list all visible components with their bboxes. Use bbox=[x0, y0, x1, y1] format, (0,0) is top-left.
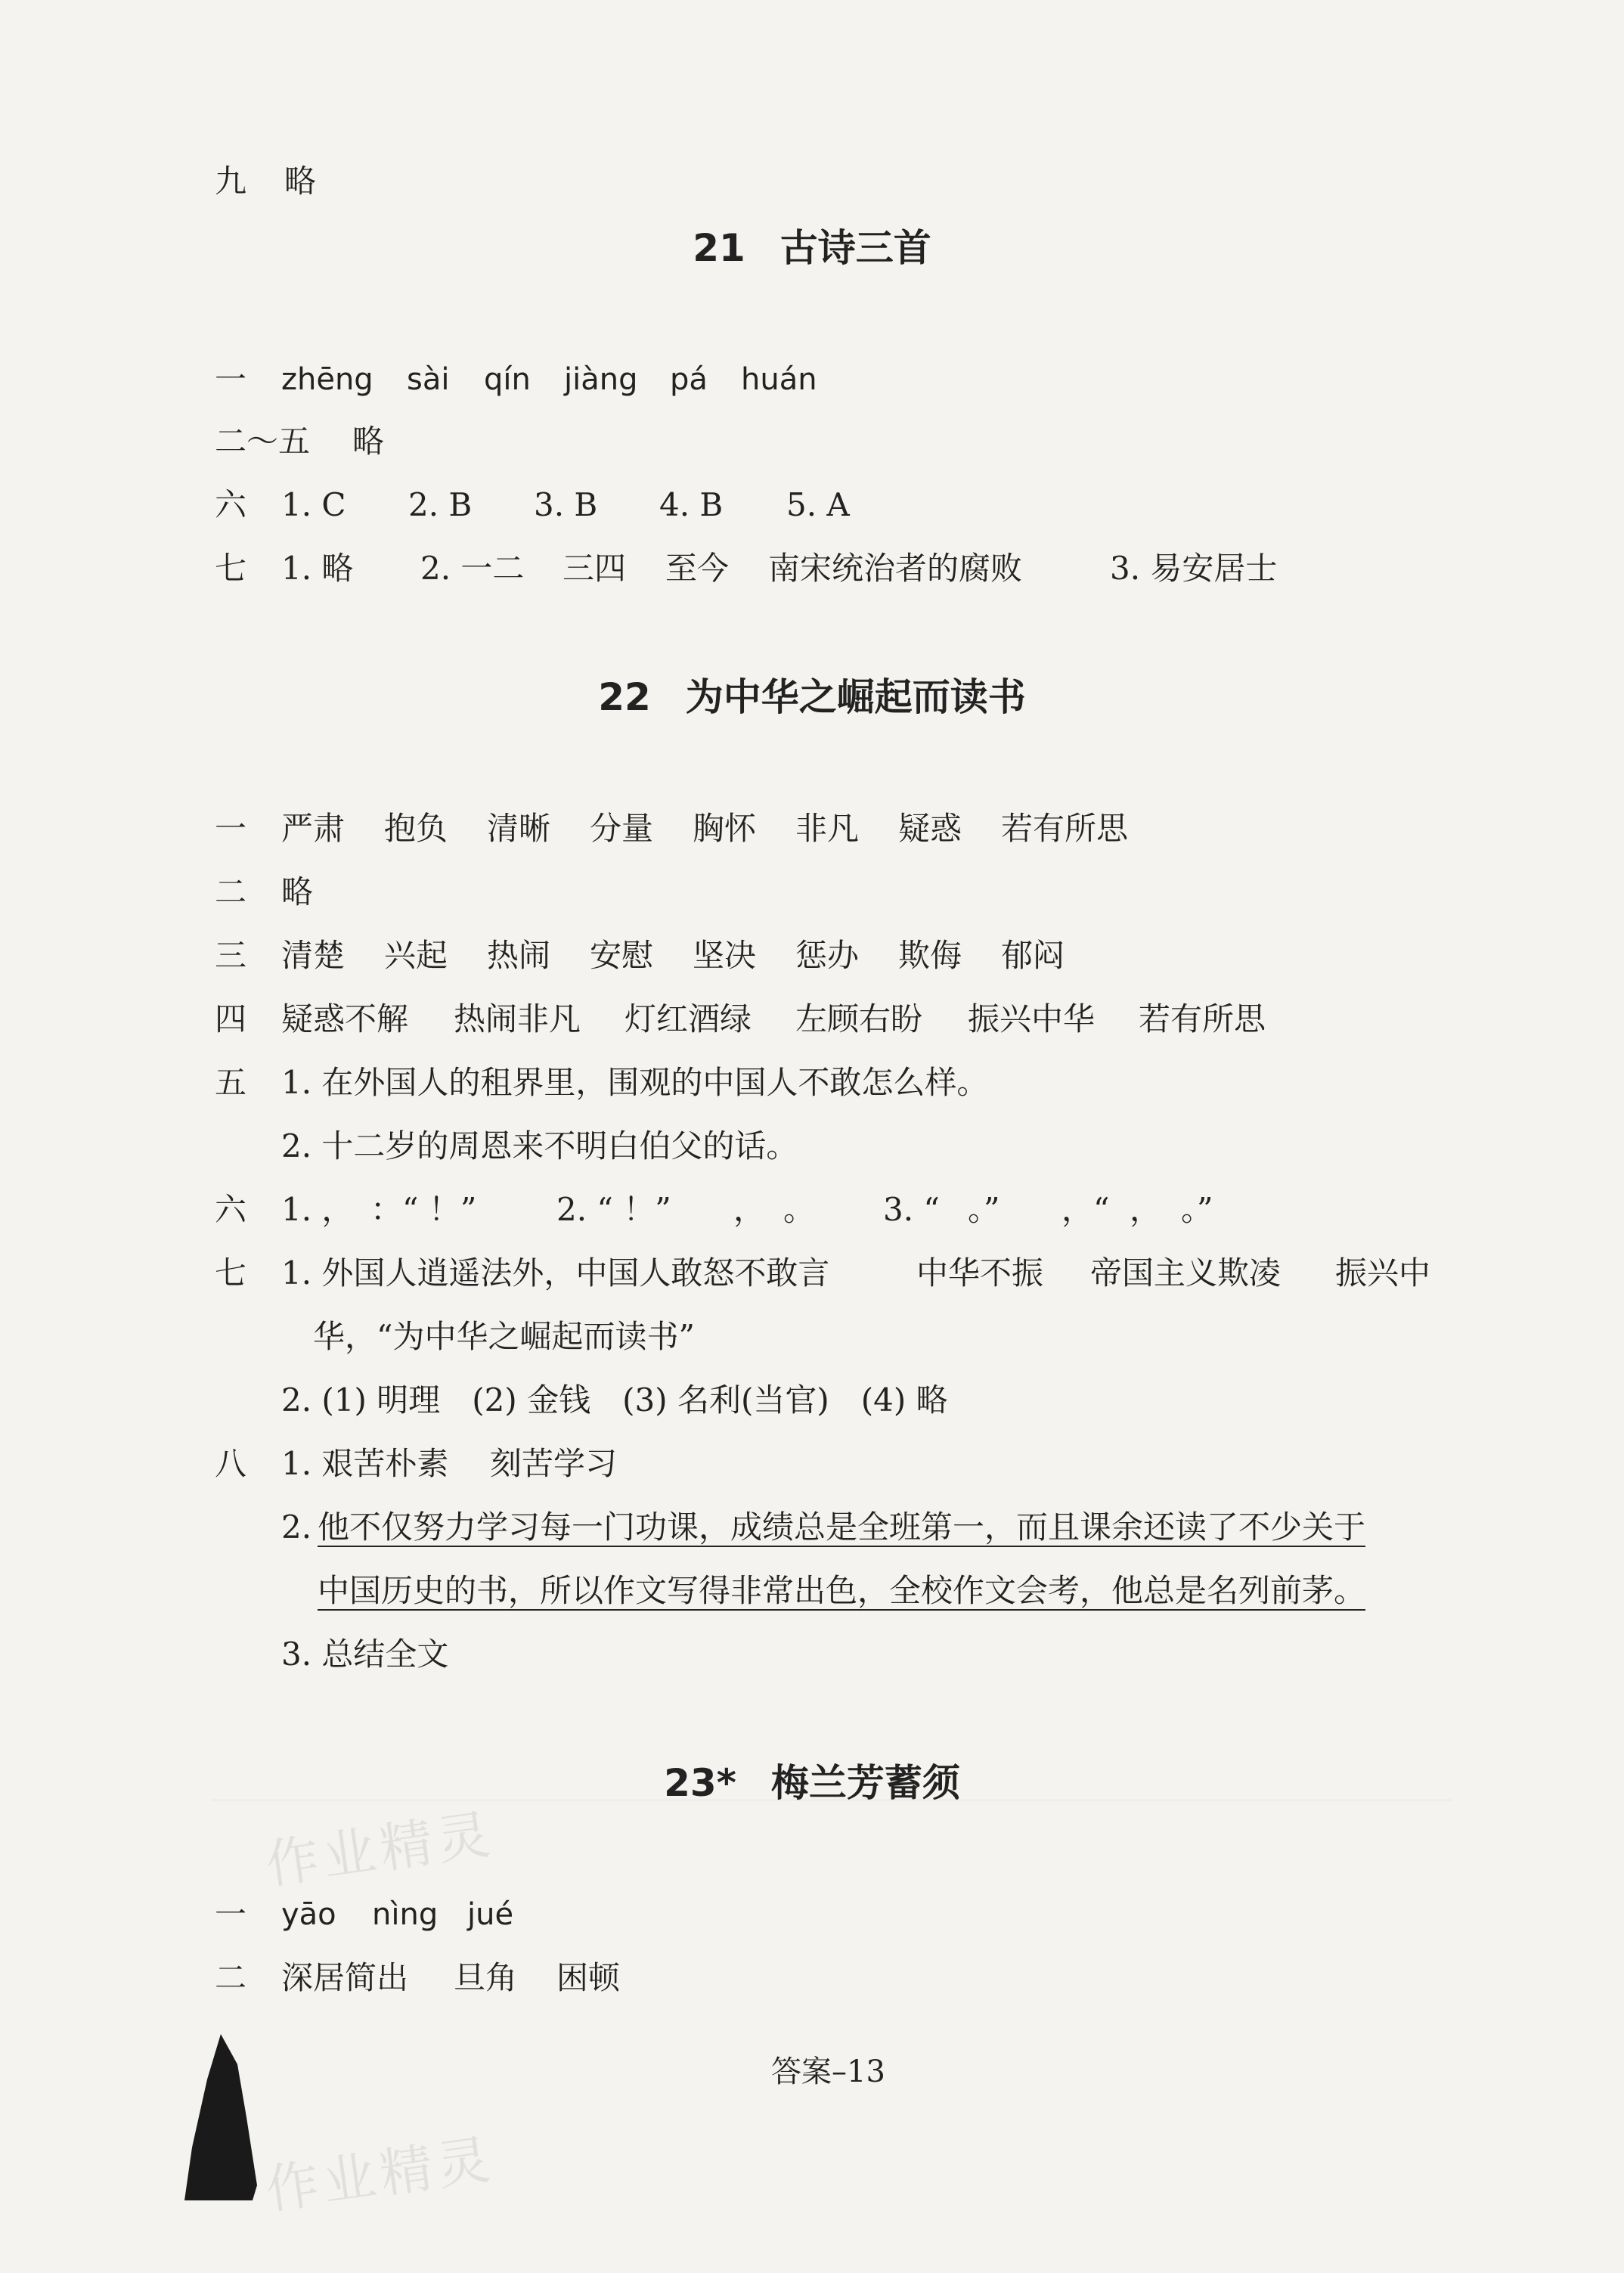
pinyin-item: pá bbox=[670, 362, 708, 397]
section-number: 21 bbox=[693, 226, 745, 270]
scan-shadow-shape bbox=[184, 2034, 260, 2200]
sentence-answer: 2. 十二岁的周恩来不明白伯父的话。 bbox=[281, 1127, 798, 1164]
punctuation-item: 。” bbox=[968, 1191, 1000, 1228]
underlined-sentence: 他不仅努力学习每一门功课，成绩总是全班第一，而且课余还读了不少关于 bbox=[318, 1509, 1366, 1546]
watermark-text: 作业精灵 bbox=[262, 1803, 498, 1896]
word-item: 非凡 bbox=[795, 810, 860, 847]
line-label: 一 bbox=[215, 1896, 247, 1933]
line-label: 五 bbox=[215, 1064, 247, 1101]
answer-item: 帝国主义欺凌 bbox=[1090, 1254, 1282, 1292]
item-number: 2. bbox=[281, 1509, 312, 1546]
choice-answer: 5. A bbox=[786, 486, 850, 523]
section-title-22 bbox=[0, 671, 1624, 724]
choice-answer: 2. B bbox=[408, 486, 473, 523]
word-item: 旦角 bbox=[454, 1959, 518, 1996]
word-item: 热闹 bbox=[487, 937, 551, 974]
line-text: 略 bbox=[284, 163, 317, 200]
word-item: 深居简出 bbox=[281, 1959, 409, 1996]
idiom-item: 若有所思 bbox=[1139, 1000, 1266, 1037]
word-item: 严肃 bbox=[281, 810, 346, 847]
line-label: 九 bbox=[215, 163, 247, 200]
word-item: 坚决 bbox=[693, 937, 757, 974]
line-label: 一 bbox=[215, 810, 247, 847]
word-item: 郁闷 bbox=[1001, 937, 1065, 974]
line-label: 二～五 bbox=[215, 423, 311, 460]
idiom-item: 热闹非凡 bbox=[454, 1000, 581, 1037]
punctuation-item: 1. ， bbox=[281, 1191, 354, 1228]
page-number: 答案–13 bbox=[771, 2054, 885, 2089]
pinyin-item: nìng bbox=[372, 1897, 439, 1932]
answer-item: 至今 bbox=[665, 550, 730, 587]
punctuation-item: 3. “ bbox=[883, 1191, 940, 1228]
pinyin-item: sài bbox=[407, 362, 450, 397]
section-title-23 bbox=[0, 1757, 1624, 1809]
answer-item: 2. 一二 bbox=[420, 550, 525, 587]
word-item: 困顿 bbox=[556, 1959, 621, 1996]
punctuation-item: ， bbox=[1130, 1191, 1162, 1228]
answer-item: 3. 总结全文 bbox=[281, 1636, 449, 1673]
line-text: 略 bbox=[281, 873, 314, 910]
word-item: 若有所思 bbox=[1001, 810, 1129, 847]
word-item: 清晰 bbox=[487, 810, 551, 847]
punctuation-item: ：“ ！” bbox=[370, 1191, 477, 1228]
section-name: 古诗三首 bbox=[779, 226, 931, 270]
section-title-21 bbox=[0, 222, 1624, 274]
line-label: 六 bbox=[215, 486, 247, 523]
pinyin-item: huán bbox=[741, 362, 817, 397]
line-label: 四 bbox=[215, 1000, 247, 1037]
line-label: 二 bbox=[215, 873, 247, 910]
line-label: 七 bbox=[215, 550, 247, 587]
watermark-text: 作业精灵 bbox=[262, 2128, 498, 2222]
answer-item: 南宋统治者的腐败 bbox=[768, 550, 1023, 587]
word-item: 分量 bbox=[590, 810, 654, 847]
sentence-answer: 1. 在外国人的租界里，围观的中国人不敢怎么样。 bbox=[281, 1064, 989, 1101]
pinyin-item: qín bbox=[484, 362, 531, 397]
choice-answer: 3. B bbox=[534, 486, 598, 523]
answer-item: 2. (1) 明理 (2) 金钱 (3) 名利(当官) (4) 略 bbox=[281, 1381, 948, 1419]
word-item: 清楚 bbox=[281, 937, 346, 974]
punctuation-item: 。” bbox=[1181, 1191, 1213, 1228]
answer-item: 刻苦学习 bbox=[490, 1445, 618, 1482]
word-item: 抱负 bbox=[384, 810, 448, 847]
punctuation-item: ， bbox=[733, 1191, 766, 1228]
answer-item: 华，“为中华之崛起而读书” bbox=[313, 1318, 695, 1355]
answer-item: 1. 艰苦朴素 bbox=[281, 1445, 449, 1482]
idiom-item: 疑惑不解 bbox=[281, 1000, 409, 1037]
underlined-sentence: 中国历史的书，所以作文写得非常出色，全校作文会考，他总是名列前茅。 bbox=[318, 1572, 1366, 1609]
section-number: 23* bbox=[664, 1761, 736, 1805]
idiom-item: 灯红酒绿 bbox=[624, 1000, 752, 1037]
answer-item: 三四 bbox=[563, 550, 627, 587]
pinyin-item: jiàng bbox=[564, 362, 638, 397]
answer-item: 3. 易安居士 bbox=[1110, 550, 1278, 587]
punctuation-item: ，“ bbox=[1061, 1191, 1110, 1228]
section-number: 22 bbox=[598, 675, 651, 719]
answer-item: 1. 略 bbox=[281, 550, 354, 587]
idiom-item: 左顾右盼 bbox=[795, 1000, 923, 1037]
line-label: 二 bbox=[215, 1959, 247, 1996]
word-item: 疑惑 bbox=[898, 810, 962, 847]
punctuation-item: 。 bbox=[783, 1191, 816, 1228]
line-label: 七 bbox=[215, 1254, 247, 1292]
line-label: 一 bbox=[215, 361, 247, 398]
word-item: 胸怀 bbox=[693, 810, 757, 847]
line-text: 略 bbox=[352, 423, 385, 460]
choice-answer: 1. C bbox=[281, 486, 346, 523]
line-label: 八 bbox=[215, 1445, 247, 1482]
answer-item: 中华不振 bbox=[916, 1254, 1044, 1292]
section-name: 为中华之崛起而读书 bbox=[685, 675, 1026, 719]
word-item: 欺侮 bbox=[898, 937, 962, 974]
idiom-item: 振兴中华 bbox=[968, 1000, 1096, 1037]
line-label: 六 bbox=[215, 1191, 247, 1228]
word-item: 兴起 bbox=[384, 937, 448, 974]
punctuation-item: 2. “ ！” bbox=[556, 1191, 671, 1228]
choice-answer: 4. B bbox=[659, 486, 724, 523]
pinyin-item: jué bbox=[467, 1897, 514, 1932]
pinyin-item: zhēng bbox=[281, 362, 373, 397]
word-item: 惩办 bbox=[795, 937, 860, 974]
pinyin-item: yāo bbox=[281, 1897, 336, 1932]
answer-item: 振兴中 bbox=[1335, 1254, 1431, 1292]
line-label: 三 bbox=[215, 937, 247, 974]
section-name: 梅兰芳蓄须 bbox=[770, 1761, 960, 1805]
word-item: 安慰 bbox=[590, 937, 654, 974]
answer-item: 1. 外国人逍遥法外，中国人敢怒不敢言 bbox=[281, 1254, 830, 1292]
